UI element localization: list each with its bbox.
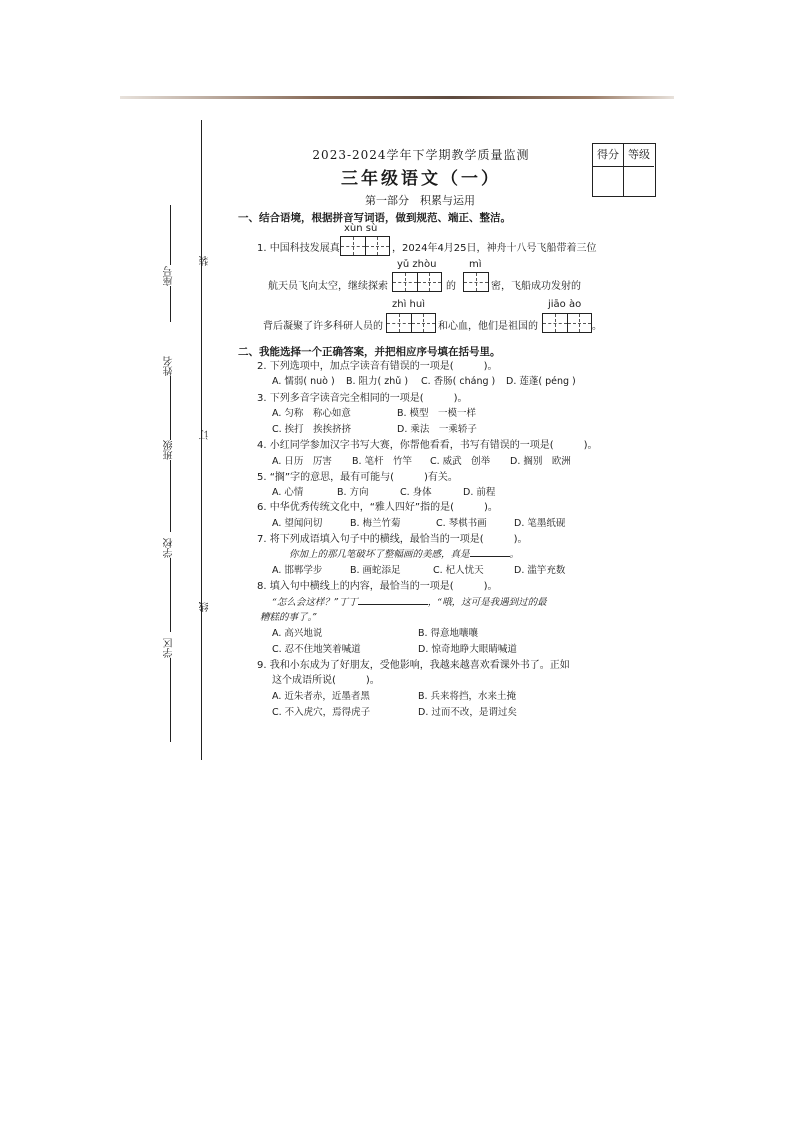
q4-option-b[interactable]: B. 笔杆 竹竿: [352, 456, 413, 467]
q7-option-c[interactable]: C. 杞人忧天: [433, 565, 484, 576]
pinyin-yuzhou: yǔ zhòu: [397, 259, 437, 270]
district-label: 学区: [164, 638, 175, 658]
score-header: 得分: [593, 144, 623, 167]
grade-header: 等级: [624, 144, 654, 167]
q8-option-b[interactable]: B. 得意地嚷嚷: [418, 628, 479, 639]
q7-sentence-text: 你加上的那几笔破坏了整幅画的美感，真是: [289, 549, 470, 560]
class-label: 班级: [164, 440, 175, 460]
pinyin-zhihui: zhì huì: [392, 299, 425, 310]
q6-option-b[interactable]: B. 梅兰竹菊: [350, 518, 401, 529]
q4-option-c[interactable]: C. 威武 创举: [430, 456, 491, 467]
q2-option-d[interactable]: D. 莲蓬( péng ): [506, 376, 576, 387]
q4-option-d[interactable]: D. 搁别 欧洲: [510, 456, 571, 467]
q3-option-b[interactable]: B. 模型 一模一样: [397, 408, 477, 419]
q6-option-d[interactable]: D. 笔墨纸砚: [514, 518, 566, 529]
q8-text: 8. 填入句中横线上的内容，最恰当的一项是( )。: [257, 581, 498, 592]
answer-grid-zhihui[interactable]: [386, 313, 436, 333]
part-title: 第一部分 积累与运用: [365, 194, 475, 207]
q9-text-cont: 这个成语所说( )。: [272, 675, 380, 686]
answer-grid-mi[interactable]: [463, 272, 489, 292]
name-line: [170, 376, 171, 440]
seat-number-line: [170, 205, 171, 265]
q7-option-a[interactable]: A. 邯郸学步: [272, 565, 323, 576]
q7-sentence-end: 。: [509, 549, 520, 560]
score-box: [592, 143, 656, 197]
class-line: [170, 460, 171, 532]
q5-text: 5. “搁”字的意思，最有可能与( )有关。: [257, 472, 458, 483]
q1-line1-start: 1. 中国科技发展真: [257, 243, 340, 254]
top-scan-rule: [120, 96, 674, 99]
q7-sentence: [289, 548, 519, 562]
q2-option-b[interactable]: B. 阻力( zhǔ ): [346, 376, 409, 387]
binding-mark-xian: 线: [200, 602, 211, 612]
answer-grid-yuzhou[interactable]: [392, 272, 442, 292]
q2-option-a[interactable]: A. 懦弱( nuò ): [272, 376, 335, 387]
q7-text: 7. 将下列成语填入句子中的横线，最恰当的一项是( )。: [257, 534, 528, 545]
q1-line3-end: 。: [592, 321, 602, 332]
q3-text: 3. 下列多音字读音完全相同的一项是( )。: [257, 393, 468, 404]
q8-option-d[interactable]: D. 惊奇地睁大眼睛喊道: [418, 644, 517, 655]
answer-grid-xunsu[interactable]: [340, 236, 390, 256]
q9-option-a[interactable]: A. 近朱者赤，近墨者黑: [272, 691, 370, 702]
q1-line2-de: 的: [446, 281, 456, 292]
pinyin-xunsu: xùn sù: [344, 223, 378, 234]
q6-text: 6. 中华优秀传统文化中，“雅人四好”指的是( )。: [257, 502, 498, 513]
q4-option-a[interactable]: A. 日历 厉害: [272, 456, 332, 467]
seat-number-label: 座号: [164, 266, 175, 286]
binding-line: [201, 120, 202, 760]
q5-option-b[interactable]: B. 方向: [337, 487, 369, 498]
q5-option-d[interactable]: D. 前程: [463, 487, 496, 498]
q8-option-c[interactable]: C. 忍不住地笑着喊道: [272, 644, 361, 655]
pinyin-mi: mì: [469, 259, 482, 270]
pinyin-jiaoao: jiāo ào: [548, 299, 582, 310]
score-box-divider: [623, 144, 624, 196]
q2-text: 2. 下列选项中，加点字读音有错误的一项是( )。: [257, 361, 498, 372]
q8-sentence-start: “怎么会这样？”丁丁: [272, 597, 358, 608]
q8-sentence-cont: 糟糕的事了。”: [260, 612, 318, 623]
section1-title: 一、结合语境，根据拼音写词语，做到规范、端正、整洁。: [238, 212, 511, 224]
q8-sentence-mid: ，“哦，这可是我遇到过的最: [427, 597, 547, 608]
school-label: 学校: [164, 538, 175, 558]
q7-option-b[interactable]: B. 画蛇添足: [350, 565, 401, 576]
section2-title: 二、我能选择一个正确答案，并把相应序号填在括号里。: [238, 346, 501, 358]
q1-line3-mid: 和心血，他们是祖国的: [438, 321, 538, 332]
q8-sentence: [272, 596, 547, 610]
q7-option-d[interactable]: D. 滥竽充数: [514, 565, 566, 576]
q1-line1-end: ，2024年4月25日，神舟十八号飞船带着三位: [392, 243, 597, 254]
exam-year-line: 2023-2024学年下学期教学质量监测: [312, 148, 530, 162]
q2-option-c[interactable]: C. 香肠( cháng ): [421, 376, 496, 387]
q3-option-d[interactable]: D. 乘法 一乘轿子: [397, 424, 477, 435]
answer-grid-jiaoao[interactable]: [542, 313, 592, 333]
q5-option-a[interactable]: A. 心情: [272, 487, 304, 498]
q8-option-a[interactable]: A. 高兴地说: [272, 628, 323, 639]
q1-line2-start: 航天员飞向太空，继续探索: [268, 281, 388, 292]
district-line: [170, 658, 171, 742]
binding-mark-zhuang: 装: [200, 256, 211, 266]
binding-mark-ding: 订: [200, 430, 211, 440]
q5-option-c[interactable]: C. 身体: [400, 487, 432, 498]
q8-blank[interactable]: [358, 604, 428, 605]
q7-blank[interactable]: [470, 556, 510, 557]
q1-line3-start: 背后凝聚了许多科研人员的: [263, 321, 383, 332]
q3-option-a[interactable]: A. 匀称 称心如意: [272, 408, 351, 419]
q6-option-c[interactable]: C. 琴棋书画: [436, 518, 487, 529]
school-line: [170, 558, 171, 632]
q6-option-a[interactable]: A. 望闻问切: [272, 518, 323, 529]
q9-option-c[interactable]: C. 不入虎穴，焉得虎子: [272, 707, 371, 718]
q9-option-d[interactable]: D. 过而不改，是谓过矣: [418, 707, 517, 718]
q9-option-b[interactable]: B. 兵来将挡，水来土掩: [418, 691, 517, 702]
q3-option-c[interactable]: C. 挨打 挨挨挤挤: [272, 424, 352, 435]
exam-title: 三年级语文（一）: [341, 169, 501, 189]
q9-text: 9. 我和小东成为了好朋友，受他影响，我越来越喜欢看课外书了。正如: [257, 660, 570, 671]
q1-line2-end: 密，飞船成功发射的: [491, 281, 581, 292]
seat-number-line-lower: [170, 286, 171, 322]
q4-text: 4. 小红同学参加汉字书写大赛，你帮他看看，书写有错误的一项是( )。: [257, 440, 598, 451]
name-label: 姓名: [164, 356, 175, 376]
